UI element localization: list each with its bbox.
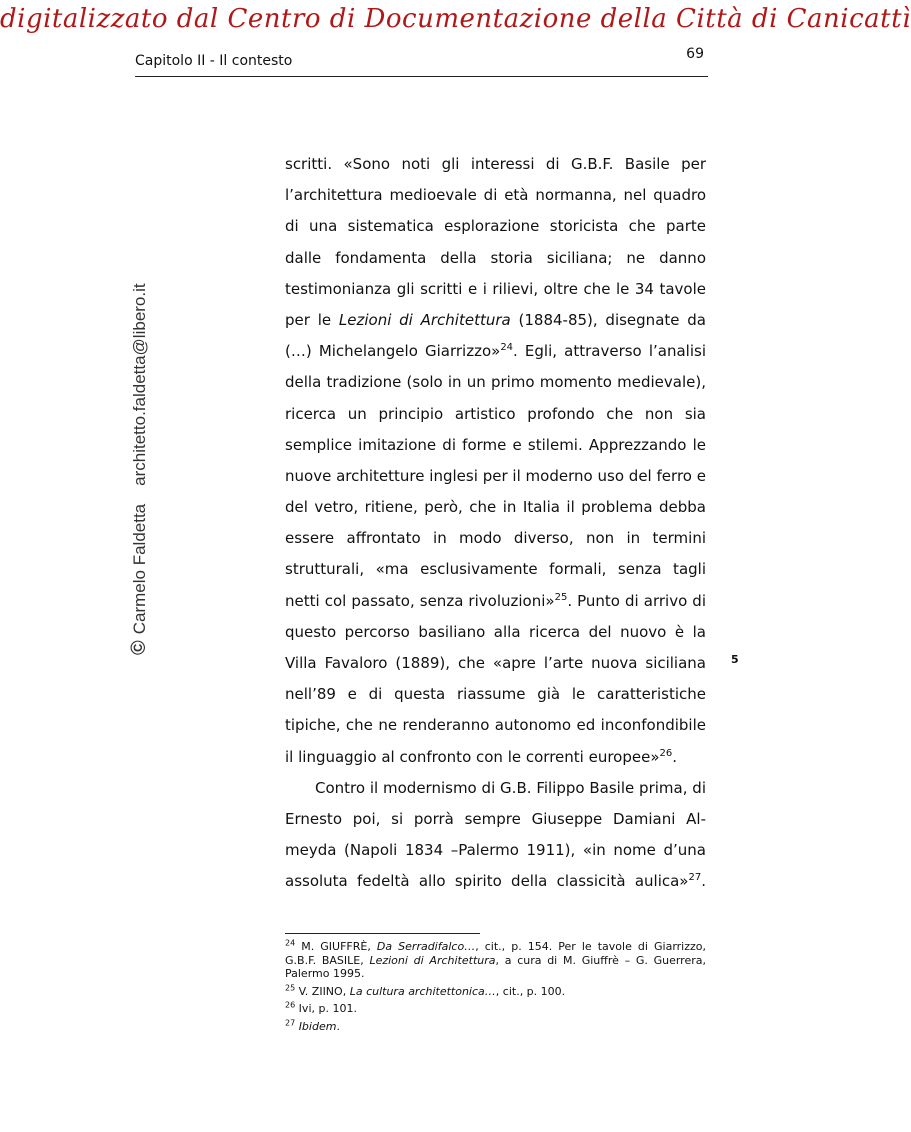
text-run: Ivi, p. 101. [295, 1002, 357, 1015]
footnote-number: 24 [285, 938, 296, 948]
text-run: . [336, 1019, 340, 1033]
text-line: questo percorso basiliano alla ricerca del nuovo è la [285, 622, 706, 641]
paragraph-1 [285, 149, 706, 773]
footnote-24 [285, 940, 706, 981]
page-number: 69 [686, 46, 704, 62]
digitization-banner: digitalizzato dal Centro di Documentazione della Città di Canicattì [0, 4, 911, 34]
footnote-ref-27[interactable]: 27 [688, 872, 702, 884]
text-line [285, 305, 706, 336]
footnote-25 [285, 982, 706, 999]
text-line: ricerca un principio artistico profondo che non sia [285, 404, 706, 423]
text-line: scritti. «Sono noti gli interessi di G.B.F. Basile per [285, 155, 706, 173]
text-line [285, 586, 706, 617]
watermark-author: Carmelo Faldetta [130, 503, 149, 635]
text-line: dalle fondamenta della storia siciliana; ne danno [285, 248, 706, 267]
italic-title: La cultura architettonica… [349, 984, 496, 998]
text-line [285, 742, 706, 773]
text-line: essere affrontato in modo diverso, non in termini [285, 529, 706, 548]
text-run: assoluta fedeltà allo spirito della classicità aulica» [285, 872, 689, 891]
footnote-number: 27 [285, 1017, 296, 1027]
text-line: nuove architetture inglesi per il moderno uso del ferro e [285, 466, 706, 485]
text-line: Ernesto poi, si porrà sempre Giuseppe Damiani Al- [285, 809, 706, 828]
footnote-ref-25[interactable]: 25 [554, 591, 568, 603]
margin-line-marker: 5 [731, 653, 739, 666]
text-run: netti col passato, senza rivoluzioni» [285, 591, 555, 610]
text-line: strutturali, «ma esclusivamente formali, senza tagli [285, 560, 706, 579]
text-run: V. ZIINO, [295, 984, 350, 998]
text-line: della tradizione (solo in un primo momento medievale), [285, 373, 706, 392]
body-text [285, 149, 706, 898]
text-run: , cit., p. 100. [495, 984, 566, 998]
copyright-icon: © [128, 640, 150, 655]
watermark-email: architetto.faldetta@libero.it [130, 283, 149, 486]
text-line [285, 336, 706, 367]
text-line: Contro il modernismo di G.B. Filippo Basile prima, di [315, 778, 706, 797]
text-run: , cit., p. 154. Per le tavole di Giarrizzo, G.B.F. BASILE, [285, 940, 707, 967]
footnote-26 [285, 1002, 706, 1016]
text-run: per le [285, 310, 339, 329]
italic-title: Lezioni di Architettura [338, 310, 511, 329]
footnote-ref-24[interactable]: 24 [500, 342, 514, 354]
footnote-ref-26[interactable]: 26 [659, 747, 673, 759]
text-line: meyda (Napoli 1834 –Palermo 1911), «in nome d’una [285, 841, 706, 860]
footnote-divider [285, 933, 480, 934]
chapter-title: Capitolo II - Il contesto [135, 53, 293, 69]
text-run: . Egli, attraverso l’analisi [513, 342, 706, 361]
text-line: Villa Favaloro (1889), che «apre l’arte nuova siciliana [285, 654, 706, 672]
copyright-watermark [128, 283, 151, 655]
italic-title: Ibidem [298, 1019, 337, 1033]
text-line: di una sistematica esplorazione storicista che parte [285, 217, 706, 236]
running-header [135, 46, 708, 77]
text-run: . Punto di arrivo di [567, 591, 706, 610]
text-run: (1884-85), disegnate da [510, 310, 706, 329]
text-run: il linguaggio al confronto con le correnti europee» [285, 747, 660, 766]
text-line: l’architettura medioevale di età normanna, nel quadro [285, 186, 706, 205]
italic-title: Da Serradifalco… [376, 940, 476, 953]
text-line: tipiche, che ne renderanno autonomo ed inconfondibile [285, 716, 706, 735]
text-run: . [701, 872, 706, 891]
text-run: . [672, 747, 678, 766]
footnote-27 [285, 1017, 706, 1034]
text-run: (…) Michelangelo Giarrizzo» [285, 342, 501, 361]
text-run: , a cura di M. Giuffrè – G. Guerrera, Palermo 1995. [285, 953, 706, 980]
text-line: testimonianza gli scritti e i rilievi, oltre che le 34 tavole [285, 279, 706, 298]
footnote-number: 26 [285, 1000, 296, 1010]
italic-title: Lezioni di Architettura [369, 953, 496, 967]
paragraph-2 [285, 773, 706, 898]
text-run: M. GIUFFRÈ, [295, 940, 377, 953]
text-line [285, 866, 706, 897]
footnote-number: 25 [285, 982, 296, 992]
text-line: del vetro, ritiene, però, che in Italia il problema debba [285, 498, 706, 517]
text-line: semplice imitazione di forme e stilemi. Apprezzando le [285, 435, 706, 454]
footnotes [285, 940, 706, 1037]
text-line: nell’89 e di questa riassume già le caratteristiche [285, 685, 706, 704]
